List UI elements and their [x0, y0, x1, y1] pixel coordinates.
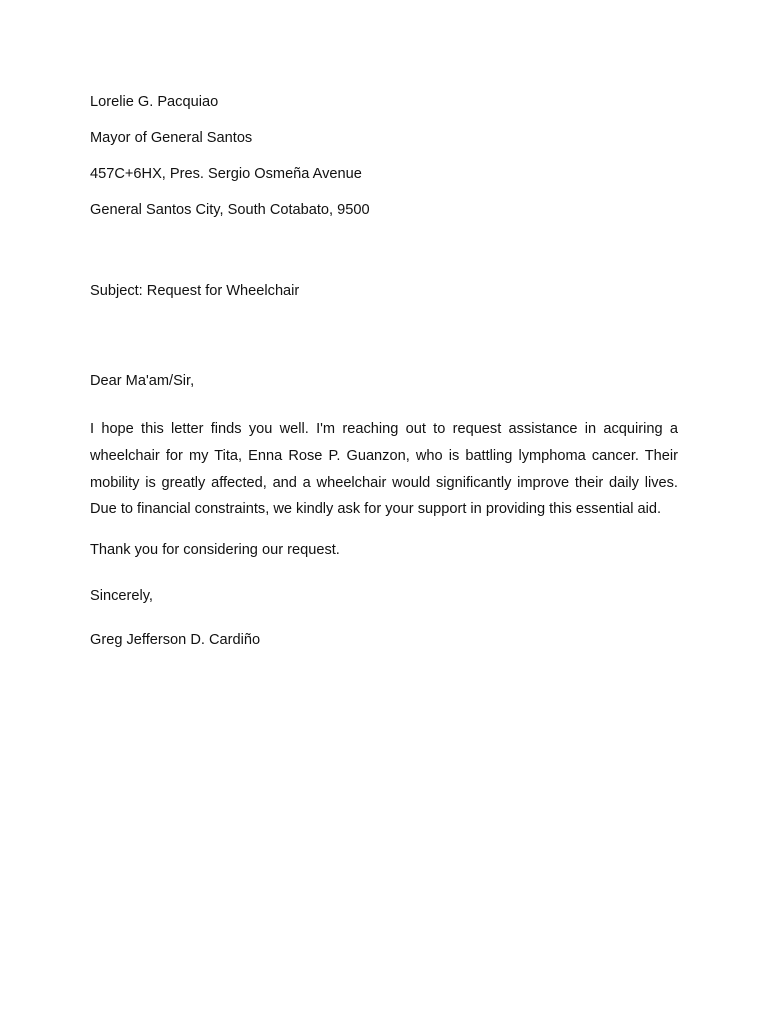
recipient-title: Mayor of General Santos: [90, 130, 253, 146]
recipient-street-address: 457C+6HX, Pres. Sergio Osmeña Avenue: [90, 166, 362, 182]
recipient-city-address: General Santos City, South Cotabato, 9500: [90, 202, 370, 218]
subject-line: Subject: Request for Wheelchair: [90, 283, 300, 299]
signature-name: Greg Jefferson D. Cardiño: [90, 632, 261, 648]
recipient-name: Lorelie G. Pacquiao: [90, 94, 219, 110]
salutation: Dear Ma'am/Sir,: [90, 373, 195, 389]
closing: Sincerely,: [90, 588, 153, 604]
body-paragraph: I hope this letter finds you well. I'm reaching out to request assistance in acquiring a wheelchair for my Tita, Enna Rose P. Guanzon, who is battling lymphoma cancer. Their mobility is greatly affected, and a wheelchair would significantly improve their daily lives. Due to financial constraints, we kindly ask for your support in providing this essential aid.: [90, 421, 678, 518]
thank-you-line: Thank you for considering our request.: [90, 542, 340, 558]
